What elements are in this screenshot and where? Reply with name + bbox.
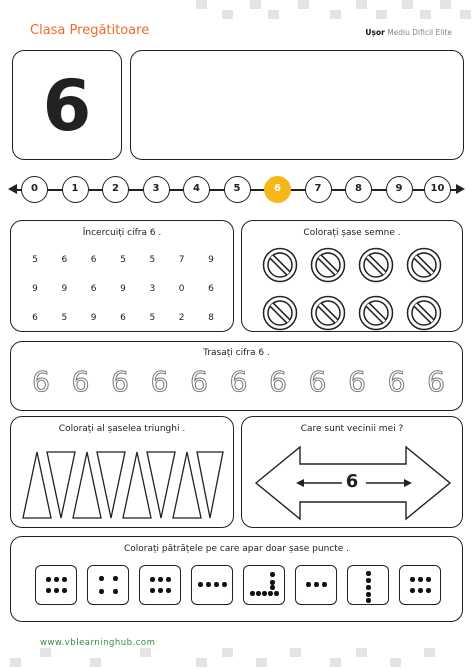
digit-grid — [25, 245, 221, 332]
difficulty-levels — [365, 28, 452, 37]
task-title: Colorați șase semne . — [303, 228, 401, 238]
digit-cell[interactable]: 6 — [90, 254, 97, 265]
neighbors-task — [241, 416, 463, 528]
trace-digit[interactable]: 6 — [32, 365, 50, 398]
number-line-item: 3 — [143, 176, 170, 203]
digit-cell[interactable]: 6 — [61, 254, 68, 265]
digit-cell[interactable]: 5 — [149, 312, 156, 323]
big-number: 6 — [42, 65, 92, 147]
trace-digit[interactable]: 6 — [269, 365, 287, 398]
digit-cell[interactable]: 8 — [208, 312, 214, 323]
digit-cell[interactable]: 9 — [208, 254, 214, 265]
footer-url[interactable]: www.vblearninghub.com — [40, 638, 156, 648]
arrow-right-icon — [456, 184, 465, 194]
trace-digit[interactable]: 6 — [387, 365, 406, 398]
big-number-box — [12, 50, 122, 160]
number-line-item: 4 — [183, 176, 210, 203]
digit-cell[interactable]: 7 — [178, 254, 185, 265]
triangle-down[interactable] — [47, 452, 75, 518]
dice-square[interactable] — [191, 565, 233, 605]
task-title: Colorați pătrățele pe care apar doar șase puncte . — [123, 544, 350, 554]
trace-digit[interactable]: 6 — [111, 365, 129, 398]
top-decoration — [0, 0, 474, 22]
digit-row — [25, 303, 221, 332]
dice-task — [10, 536, 463, 622]
task-title: Încercuiți cifra 6 . — [82, 228, 162, 238]
number-line-item: 7 — [305, 176, 332, 203]
triangle-down[interactable] — [97, 452, 125, 518]
number-line-item: 9 — [386, 176, 413, 203]
no-entry-sign-icon[interactable] — [406, 295, 442, 331]
digit-cell[interactable]: 5 — [61, 312, 68, 323]
digit-cell[interactable]: 6 — [208, 283, 214, 294]
triangle-up[interactable] — [173, 452, 201, 518]
trace-digit[interactable]: 6 — [229, 365, 248, 398]
trace-digit[interactable]: 6 — [150, 365, 169, 398]
no-entry-sign-icon[interactable] — [310, 247, 346, 283]
circle-digit-task — [10, 220, 234, 332]
trace-digit[interactable]: 6 — [427, 365, 445, 398]
digit-cell[interactable]: 9 — [61, 283, 68, 294]
digit-cell[interactable]: 9 — [120, 283, 126, 294]
task-title: Care sunt vecinii mei ? — [300, 424, 404, 434]
no-entry-sign-icon[interactable] — [406, 247, 442, 283]
trace-digit[interactable]: 6 — [71, 365, 90, 398]
no-entry-sign-icon[interactable] — [262, 295, 298, 331]
digit-row — [25, 274, 221, 303]
number-line-item: 1 — [62, 176, 89, 203]
digit-cell[interactable]: 5 — [149, 254, 156, 265]
digit-cell[interactable]: 3 — [149, 283, 156, 294]
triangle-down[interactable] — [197, 452, 223, 518]
trace-digit[interactable]: 6 — [190, 365, 208, 398]
triangle-up[interactable] — [73, 452, 101, 518]
level-active: Ușor — [365, 28, 385, 37]
digit-cell[interactable]: 6 — [32, 312, 38, 323]
triangle-up[interactable] — [123, 452, 151, 518]
level-others: Mediu Dificil Elite — [387, 28, 452, 37]
digit-cell[interactable]: 5 — [32, 254, 38, 265]
number-line-item: 0 — [21, 176, 48, 203]
digit-cell[interactable]: 2 — [178, 312, 185, 323]
number-line-item: 8 — [345, 176, 372, 203]
number-line-item: 10 — [424, 176, 451, 203]
dice-square[interactable] — [139, 565, 181, 605]
triangles-task — [10, 416, 234, 528]
digit-cell[interactable]: 6 — [90, 283, 97, 294]
no-entry-sign-icon[interactable] — [358, 295, 394, 331]
arrow-left-icon — [8, 184, 17, 194]
no-entry-sign-icon[interactable] — [358, 247, 394, 283]
trace-digit[interactable]: 6 — [348, 365, 366, 398]
no-entry-sign-icon[interactable] — [262, 247, 298, 283]
dice-square[interactable] — [399, 565, 441, 605]
digit-cell[interactable]: 5 — [120, 254, 126, 265]
signs-grid — [262, 247, 442, 331]
triangles-row — [21, 450, 225, 520]
dice-row — [35, 565, 441, 605]
dice-square[interactable] — [87, 565, 129, 605]
dice-square[interactable] — [243, 565, 285, 605]
task-title: Colorați al șaselea triunghi . — [58, 424, 186, 434]
triangle-up[interactable] — [23, 452, 51, 518]
trace-row — [29, 366, 448, 398]
trace-digit-task — [10, 341, 463, 411]
dice-square[interactable] — [347, 565, 389, 605]
digit-cell[interactable]: 9 — [90, 312, 97, 323]
bottom-decoration — [0, 648, 474, 670]
task-title: Trasați cifra 6 . — [203, 348, 270, 358]
page-title: Clasa Pregătitoare — [30, 23, 150, 38]
triangle-down[interactable] — [147, 452, 175, 518]
trace-digit[interactable]: 6 — [308, 365, 327, 398]
digit-cell[interactable]: 0 — [178, 283, 185, 294]
digit-cell[interactable]: 6 — [120, 312, 126, 323]
no-entry-sign-icon[interactable] — [310, 295, 346, 331]
dice-square[interactable] — [35, 565, 77, 605]
number-line-item: 2 — [102, 176, 129, 203]
digit-row — [25, 245, 221, 274]
neighbors-number: 6 — [345, 471, 359, 492]
digit-cell[interactable]: 9 — [32, 283, 38, 294]
blank-writing-box — [130, 50, 464, 160]
dice-square[interactable] — [295, 565, 337, 605]
number-line-item: 5 — [224, 176, 251, 203]
number-line-item-highlighted: 6 — [264, 176, 291, 203]
color-signs-task — [241, 220, 463, 332]
